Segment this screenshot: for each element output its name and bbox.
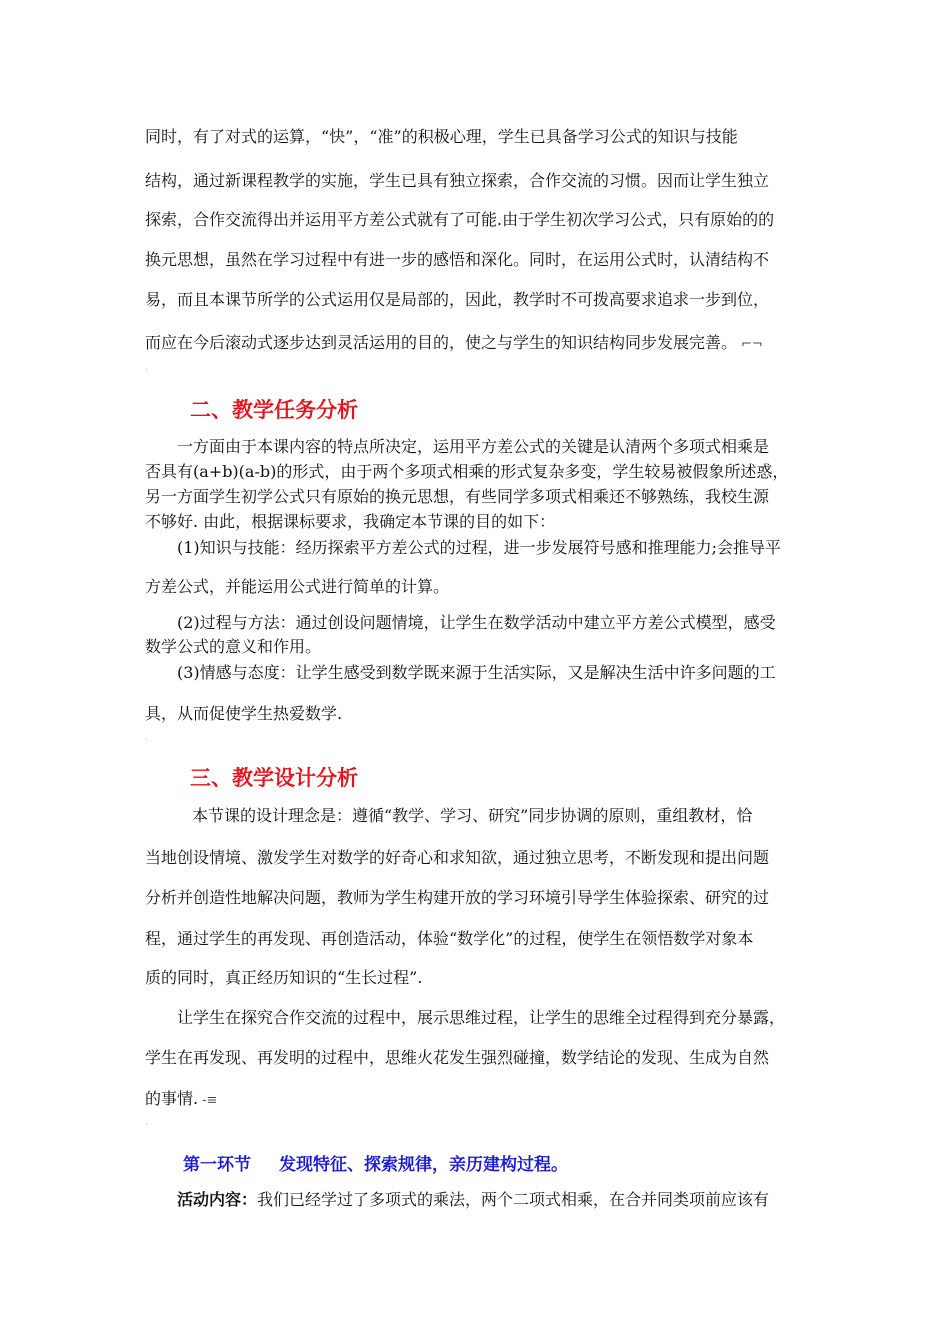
section-2-para-line-2: 否具有(a+b)(a-b)的形式，由于两个多项式相乘的形式复杂多变，学生较易被假象所述惑， <box>145 462 789 481</box>
intro-line-5: 易，而且本课节所学的公式运用仅是局部的，因此，教学时不可拨高要求追求一步到位， <box>145 290 770 309</box>
intro-line-4: 换元思想，虽然在学习过程中有进一步的感悟和深化。同时，在运用公式时，认清结构不 <box>145 250 770 269</box>
goal-3-line-2: 具，从而促使学生热爱数学. <box>145 704 343 723</box>
section-3-para-1-line-5: 质的同时，真正经历知识的“生长过程”. <box>145 968 423 987</box>
intro-line-6-text: 而应在今后滚动式逐步达到灵活运用的目的，使之与学生的知识结构同步发展完善。 <box>145 333 738 352</box>
intro-line-1: 同时，有了对式的运算，“快”，“准”的积极心理，学生已具备学习公式的知识与技能 <box>145 127 738 146</box>
section-3-heading: 三、教学设计分析 <box>190 766 358 790</box>
section-2-para-line-4: 不够好. 由此，根据课标要求，我确定本节课的目的如下： <box>145 512 556 531</box>
goal-2-line-1: (2)过程与方法：通过创设问题情境，让学生在数学活动中建立平方差公式模型，感受 <box>177 613 776 632</box>
activity-label: 活动内容： <box>177 1190 258 1209</box>
intro-line-2: 结构，通过新课程教学的实施，学生已具有独立探索，合作交流的习惯。因而让学生独立 <box>145 171 770 190</box>
stage-1-label: 第一环节 <box>183 1155 251 1175</box>
section-3-para-1-line-4: 程，通过学生的再发现、再创造活动，体验“数学化”的过程，使学生在领悟数学对象本 <box>145 929 754 948</box>
goal-2-line-2: 数学公式的意义和作用。 <box>145 637 322 656</box>
activity-text: 我们已经学过了多项式的乘法，两个二项式相乘，在合并同类项前应该有 <box>257 1190 770 1209</box>
section-3-para-2-line-3-text: 的事情. <box>145 1089 199 1108</box>
section-2-para-line-1: 一方面由于本课内容的特点所决定，运用平方差公式的关键是认清两个多项式相乘是 <box>177 437 770 456</box>
section-3-para-1-line-1: 本节课的设计理念是：遵循“教学、学习、研究”同步协调的原则，重组教材，恰 <box>192 806 753 825</box>
section-3-para-2-line-2: 学生在再发现、再发明的过程中，思维火花发生强烈碰撞，数学结论的发现、生成为自然 <box>145 1048 770 1067</box>
goal-3-line-1: (3)情感与态度：让学生感受到数学既来源于生活实际，又是解决生活中许多问题的工 <box>177 663 776 682</box>
paragraph-dot: · <box>145 735 148 745</box>
goal-1-line-2: 方差公式，并能运用公式进行简单的计算。 <box>145 577 450 596</box>
intro-line-6 <box>145 333 763 355</box>
section-2-heading: 二、教学任务分析 <box>190 398 358 422</box>
paragraph-mark: -≡ <box>202 1093 218 1108</box>
section-3-para-2-line-3 <box>145 1089 217 1111</box>
stage-1-title: 发现特征、探索规律，亲历建构过程。 <box>279 1155 568 1175</box>
goal-1-line-1: (1)知识与技能：经历探索平方差公式的过程，进一步发展符号感和推理能力;会推导平 <box>177 538 782 557</box>
paragraph-dot: · <box>145 1120 148 1130</box>
section-3-para-1-line-2: 当地创设情境、激发学生对数学的好奇心和求知欲，通过独立思考，不断发现和提出问题 <box>145 848 770 867</box>
section-3-para-2-line-1: 让学生在探究合作交流的过程中，展示思维过程，让学生的思维全过程得到充分暴露， <box>177 1008 786 1027</box>
paragraph-mark: ⌐¬ <box>741 337 763 352</box>
paragraph-dot: · <box>145 366 148 376</box>
section-2-para-line-3: 另一方面学生初学公式只有原始的换元思想，有些同学多项式相乘还不够熟练，我校生源 <box>145 487 770 506</box>
activity-line <box>177 1190 769 1210</box>
stage-1-heading <box>183 1150 568 1175</box>
section-3-para-1-line-3: 分析并创造性地解决问题，教师为学生构建开放的学习环境引导学生体验探索、研究的过 <box>145 888 770 907</box>
intro-line-3: 探索，合作交流得出并运用平方差公式就有了可能.由于学生初次学习公式，只有原始的的 <box>145 210 775 229</box>
